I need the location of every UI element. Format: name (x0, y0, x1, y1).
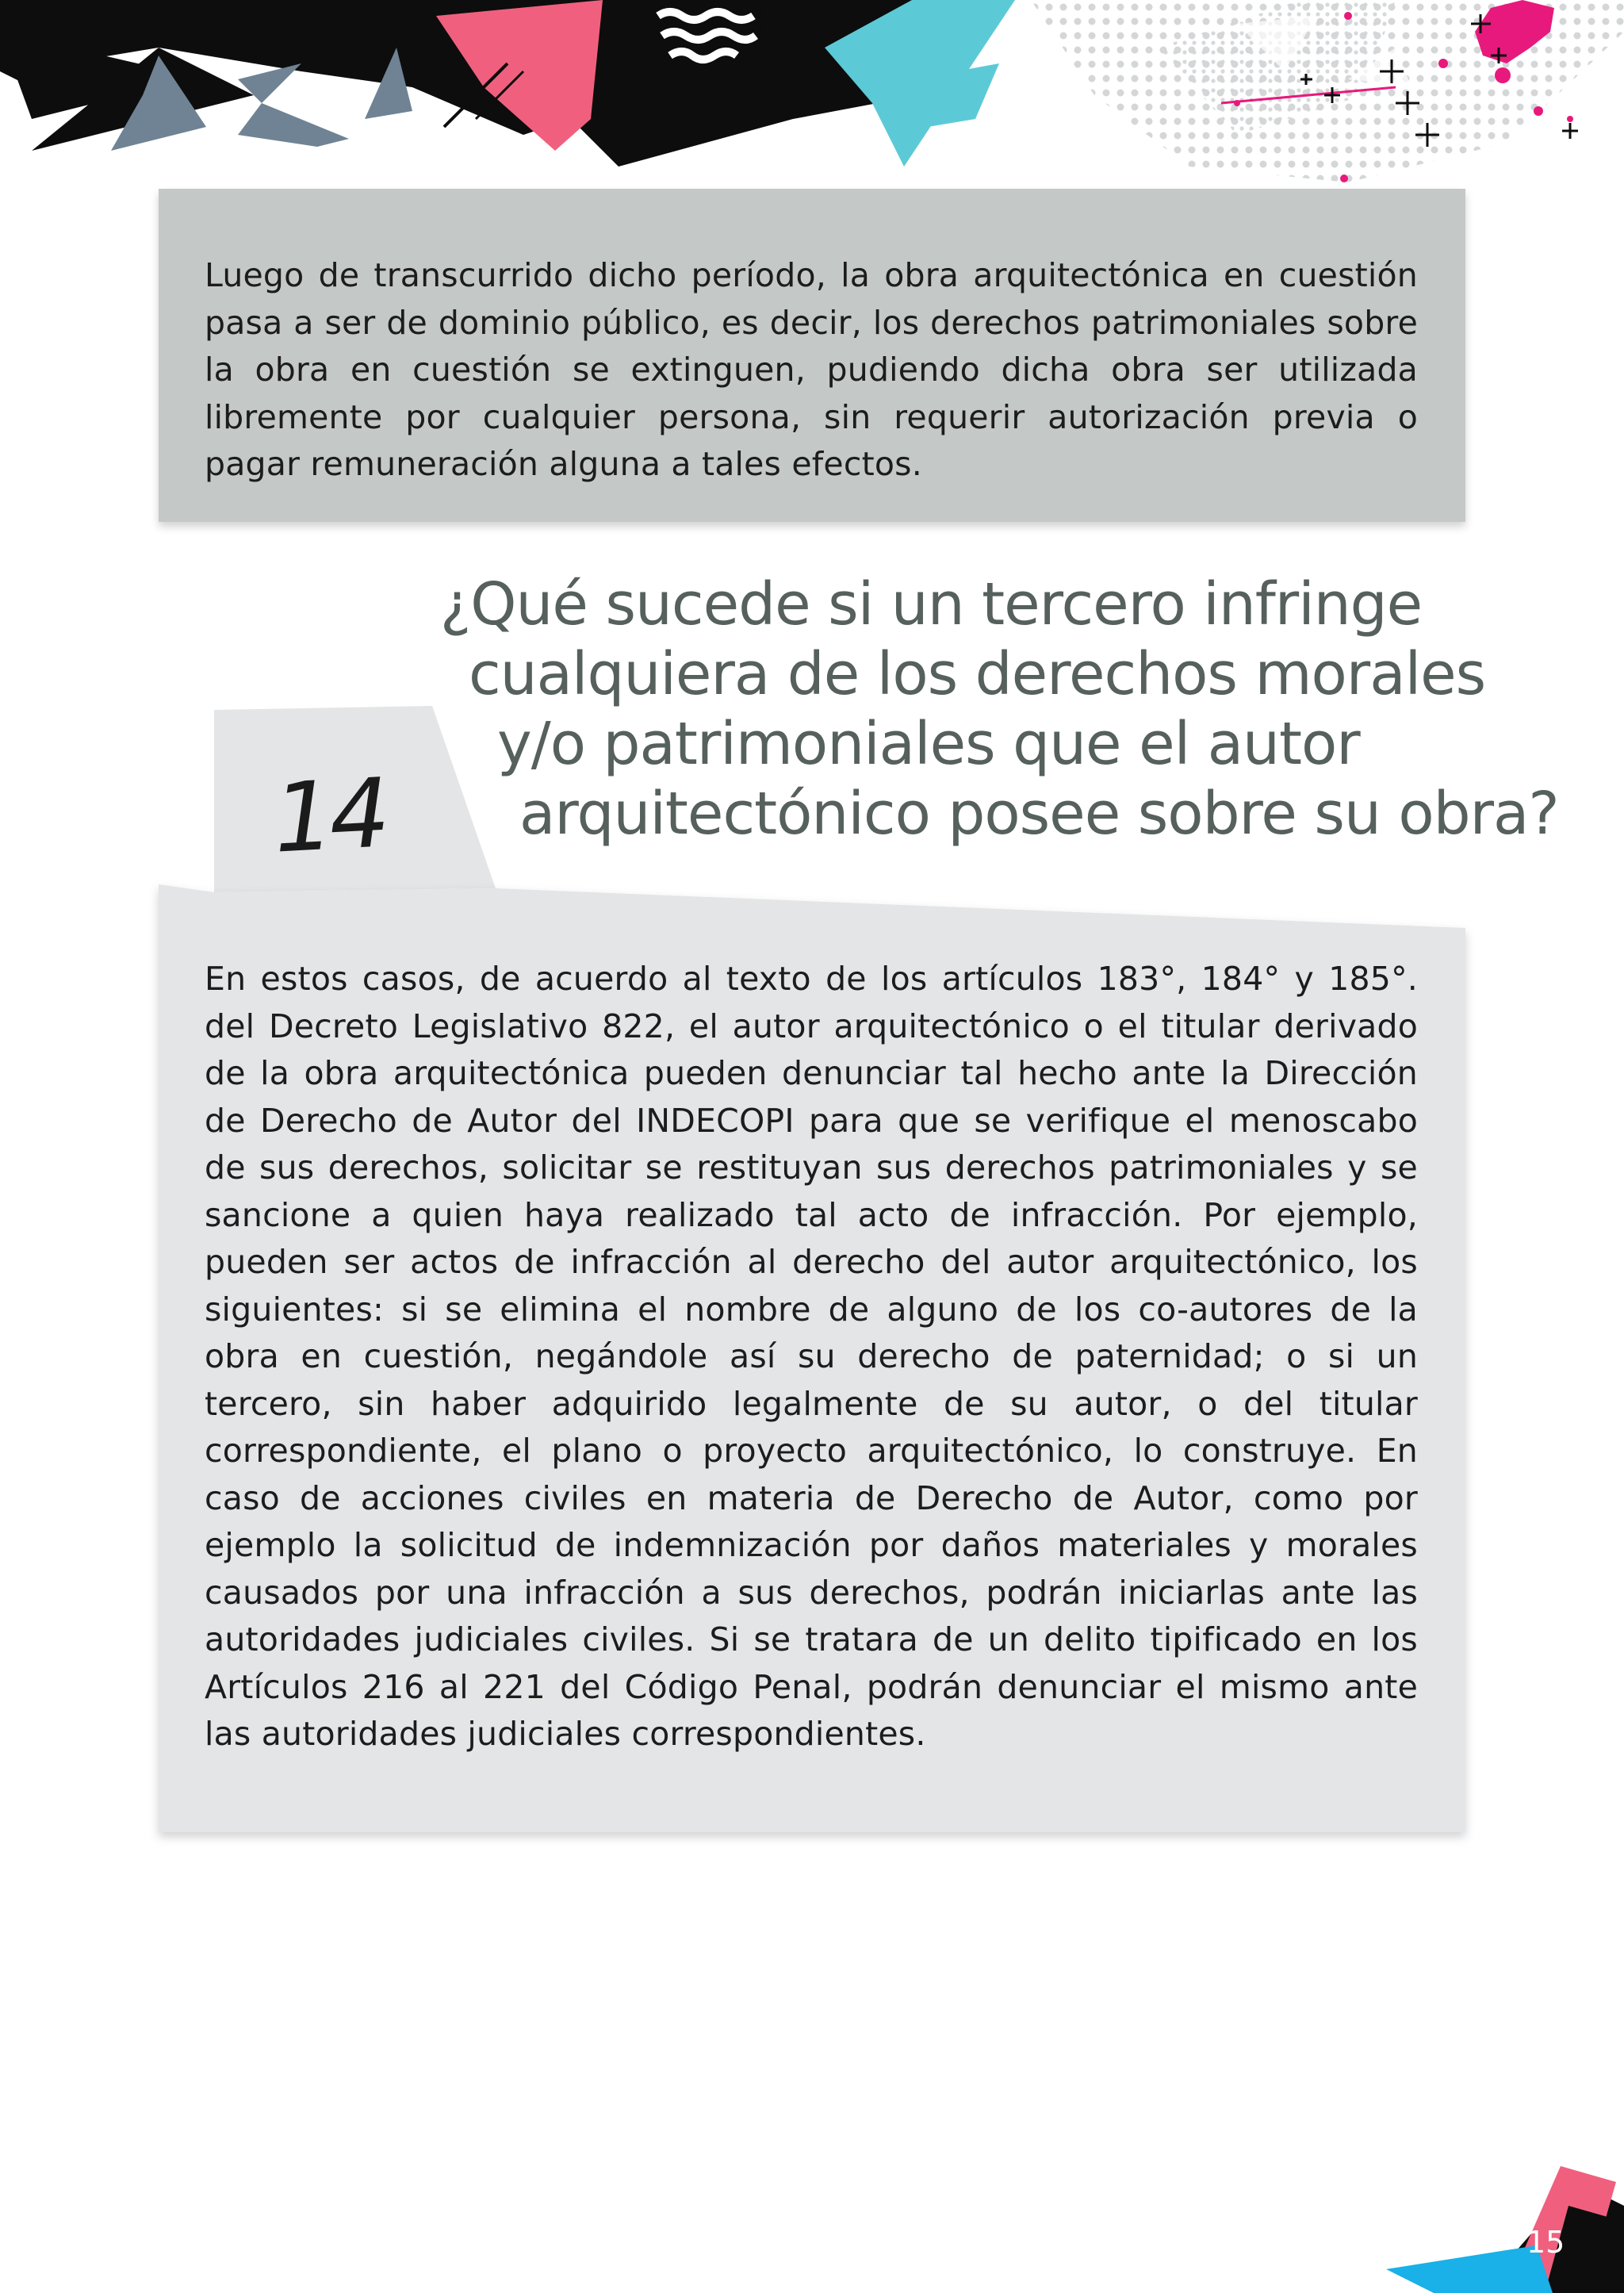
page-number: 15 (1526, 2225, 1565, 2260)
question-line-3: y/o patrimoniales que el autor (497, 710, 1360, 778)
question-number: 14 (270, 758, 389, 875)
corner-decoration (1386, 2134, 1624, 2293)
question-line-2: cualquiera de los derechos morales (469, 640, 1486, 708)
question-line-1: ¿Qué sucede si un tercero infringe (440, 570, 1423, 638)
question-heading (440, 569, 1559, 849)
question-line-4: arquitectónico posee sobre su obra? (519, 780, 1559, 848)
info-box-2-text: En estos casos, de acuerdo al texto de los artículos 183°, 184° y 185°. del Decreto Legislativo 822, el autor arquitectónico o el titular derivado de la obra arquitectónica pueden denunciar tal hecho ante la Dirección de Derecho de Autor del INDECOPI para que se verifique el menoscabo de sus derechos, solicitar se restituyan sus derechos patrimoniales y se sancione a quien haya realizado tal acto de infracción. Por ejemplo, pueden ser actos de infracción al derecho del autor arquitectónico, los siguientes: si se elimina el nombre de alguno de los co-autores de la obra en cuestión, negándole así su derecho de paternidad; o si un tercero, sin haber adquirido legalmente de su autor, o del titular correspondiente, el plano o proyecto arquitectónico, lo construye. En caso de acciones civiles en materia de Derecho de Autor, como por ejemplo la solicitud de indemnización por daños materiales y morales causados por una infracción a sus derechos, podrán iniciarlas ante las autoridades judiciales civiles. Si se tratara de un delito tipificado en los Artículos 216 al 221 del Código Penal, podrán denunciar el mismo ante las autoridades judiciales correspondientes. (205, 960, 1418, 1753)
info-box-1-text: Luego de transcurrido dicho período, la obra arquitectónica en cuestión pasa a ser de dominio público, es decir, los derechos patrimoniales sobre la obra en cuestión se extinguen, pudiendo dicha obra ser utilizada libremente por cualquier persona, sin requerir autorización previa o pagar remuneración alguna a tales efectos. (205, 256, 1418, 483)
